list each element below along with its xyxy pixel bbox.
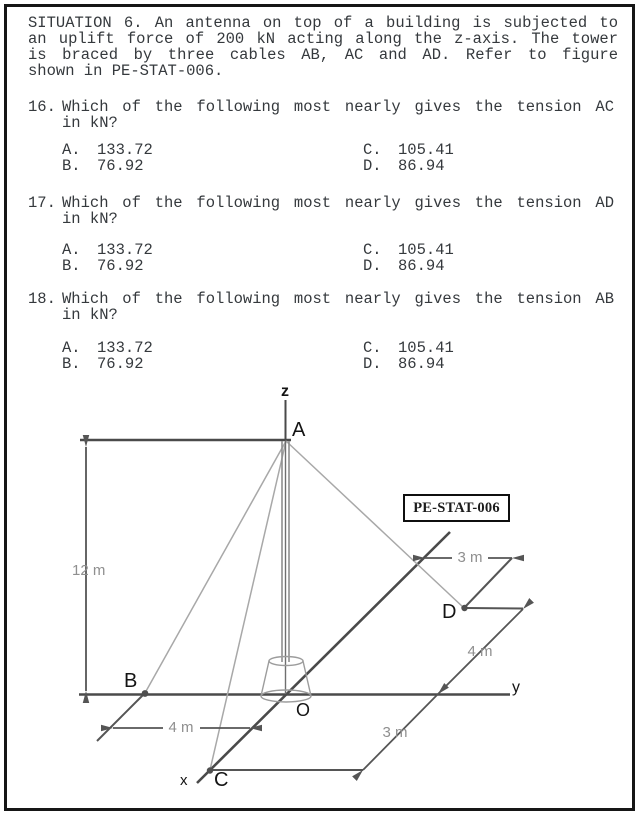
- dim-label-4m-left: 4 m: [168, 719, 194, 736]
- question-16-number: 16.: [28, 98, 56, 116]
- figure-tag-box: [403, 494, 510, 522]
- base-cone-right-side: [303, 661, 311, 696]
- question-16-option-b-letter: B.: [62, 157, 81, 175]
- cable-ad: [286, 441, 464, 608]
- question-18-option-b-value: 76.92: [97, 355, 144, 373]
- question-18-option-a-value: 133.72: [97, 339, 153, 357]
- situation-line-3: is braced by three cables AB, AC and AD. Refer to figure: [28, 46, 618, 64]
- question-16-option-d-letter: D.: [363, 157, 382, 175]
- question-17-option-c-value: 105.41: [398, 241, 454, 259]
- question-18-option-d-value: 86.94: [398, 355, 445, 373]
- question-17-text-line-2: in kN?: [62, 210, 118, 228]
- x-axis-line: [197, 532, 450, 783]
- dim-label-12m: 12 m: [72, 562, 106, 579]
- point-label-o: O: [296, 700, 311, 720]
- question-18-text-line-1: Which of the following most nearly gives the tension AB: [62, 290, 614, 308]
- question-16-option-d-value: 86.94: [398, 157, 445, 175]
- question-17-option-d-letter: D.: [363, 257, 382, 275]
- dim-label-3m-top: 3 m: [457, 549, 483, 566]
- question-18-option-d-letter: D.: [363, 355, 382, 373]
- axis-label-z: z: [281, 383, 289, 400]
- figure-tag-label: PE-STAT-006: [413, 499, 500, 516]
- axis-label-x: x: [180, 772, 188, 789]
- point-label-b: B: [124, 670, 138, 692]
- question-17-option-a-value: 133.72: [97, 241, 153, 259]
- point-label-d: D: [442, 601, 457, 623]
- question-18-option-a-letter: A.: [62, 339, 81, 357]
- witness-line-b: [97, 693, 145, 741]
- question-17-option-b-letter: B.: [62, 257, 81, 275]
- question-18-option-c-value: 105.41: [398, 339, 454, 357]
- point-label-c: C: [214, 769, 229, 791]
- question-16-text-line-1: Which of the following most nearly gives the tension AC: [62, 98, 614, 116]
- question-17-option-a-letter: A.: [62, 241, 81, 259]
- situation-line-4: shown in PE-STAT-006.: [28, 62, 224, 80]
- anchor-dot-b: [142, 690, 149, 697]
- question-16-text-line-2: in kN?: [62, 114, 118, 132]
- cable-ac: [210, 441, 286, 770]
- question-17-option-c-letter: C.: [363, 241, 382, 259]
- cable-ab: [145, 441, 286, 693]
- situation-line-1: SITUATION 6. An antenna on top of a building is subjected to: [28, 14, 618, 32]
- question-18-number: 18.: [28, 290, 56, 308]
- question-16-option-c-value: 105.41: [398, 141, 454, 159]
- question-17-text-line-1: Which of the following most nearly gives the tension AD: [62, 194, 614, 212]
- question-16-option-a-value: 133.72: [97, 141, 153, 159]
- point-label-a: A: [292, 419, 306, 441]
- question-17-number: 17.: [28, 194, 56, 212]
- question-18-text-line-2: in kN?: [62, 306, 118, 324]
- base-cone-left-side: [261, 661, 269, 696]
- question-18-option-b-letter: B.: [62, 355, 81, 373]
- question-16-option-a-letter: A.: [62, 141, 81, 159]
- question-18-option-c-letter: C.: [363, 339, 382, 357]
- anchor-dot-d: [461, 605, 467, 611]
- anchor-dot-c: [207, 767, 213, 773]
- witness-line-d: [466, 608, 523, 609]
- dim-label-3m-bottom: 3 m: [382, 724, 408, 741]
- question-16-option-c-letter: C.: [363, 141, 382, 159]
- question-17-option-b-value: 76.92: [97, 257, 144, 275]
- axis-label-y: y: [512, 679, 520, 696]
- situation-line-2: an uplift force of 200 kN acting along the z-axis. The tower: [28, 30, 618, 48]
- question-17-option-d-value: 86.94: [398, 257, 445, 275]
- dim-label-4m-right: 4 m: [467, 643, 493, 660]
- question-16-option-b-value: 76.92: [97, 157, 144, 175]
